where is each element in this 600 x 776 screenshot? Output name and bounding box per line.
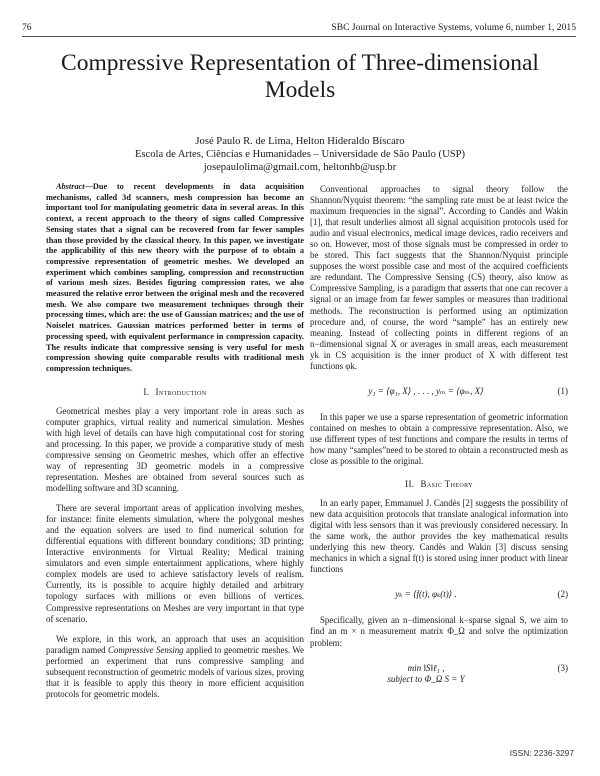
- intro-p3-start: We explore, in this work, an approach that uses an acquisition paradigm named: [46, 633, 304, 655]
- section-number: II.: [405, 479, 415, 490]
- basic-paragraph-2: Specifically, given an n−dimensional k−sparse signal S, we aim to find an m × n measurement matrix Φ_Ω and solve the optimization problem:: [310, 615, 568, 648]
- equation-3-line-1: min ‖S‖ℓ₁ ,: [407, 662, 445, 673]
- journal-name: SBC Journal on Interactive Systems, volume 6, number 1, 2015: [331, 22, 576, 33]
- intro-p3-emphasis: Compressive Sensing: [108, 644, 184, 655]
- equation-1-number: (1): [557, 385, 568, 396]
- equation-2-body: yₖ = ⟨f(t), φₖ(t)⟩ .: [395, 589, 457, 600]
- right-column: [310, 184, 568, 701]
- section-title: Basic Theory: [420, 479, 473, 490]
- equation-3-line-2: subject to Φ_Ω S = Y: [387, 673, 465, 684]
- author-block: [40, 135, 560, 174]
- author-affiliation: Escola de Artes, Ciências e Humanidades – Universidade de São Paulo (USP): [134, 149, 466, 160]
- paper-title: [40, 50, 560, 104]
- abstract-dash: —: [84, 182, 93, 191]
- basic-paragraph-1: In an early paper, Emmanuel J. Candès [2] suggests the possibility of new data acquisition protocols that translate analogical information into digital with less sensors than it was previously considered necessary. In the same work, the author provides the key mathematical results underlying this new theory. Candès and Wakin [3] discuss sensing mechanics in which a signal f(t) is stored using inner product with linear functions: [310, 498, 568, 575]
- abstract: [46, 182, 304, 375]
- section-title: Introduction: [155, 386, 207, 397]
- title-line-2: Models: [264, 77, 336, 103]
- equation-3-number: (3): [557, 662, 568, 673]
- intro-paragraph-1: Geometrical meshes play a very important role in areas such as computer graphics, virtual reality and numerical simulation. Meshes with high level of details can have high computational cost for storing and processing. In this paper, we provide a comparative study of mesh compressive sensing on Geometric meshes, which offer an effective way of representing 3D geometric models in a compressive representation. Meshes are obtained from several sources such as modelling software and 3D scanning.: [46, 405, 304, 494]
- section-heading-introduction: [46, 387, 304, 398]
- title-line-1: Compressive Representation of Three-dimensional: [61, 50, 539, 76]
- equation-2-number: (2): [557, 589, 568, 600]
- section-heading-basic-theory: [310, 479, 568, 490]
- left-column: [46, 182, 304, 700]
- page-number: 76: [22, 22, 32, 33]
- equation-1-body: y₁ = ⟨φ₁, X⟩ , . . . , yₘ = ⟨φₘ, X⟩: [368, 385, 484, 396]
- abstract-text: Due to recent developments in data acquisition mechanisms, called 3d scanners, mesh compression has become an important tool for manipulating geometric data in several areas. In this context, a recent approach to the theory of signs called Compressive Sensing states that a signal can be recovered from far fewer samples than those provided by the classical theory. In this paper, we investigate the applicability of this new theory with the purpose of to obtain a compressive representation of geometric meshes. We developed an experiment which combines sampling, compression and reconstruction of various mesh sizes. Besides figuring compression rates, we also measured the relative error between the original mesh and the recovered mesh. We also compare two measurement techniques through their processing times, which are: the use of Gaussian matrices; and the use of Noiselet matrices. Gaussian matrices performed better in terms of processing speed, with equivalent performance in compression capacity. The results indicate that compressive sensing is very useful for mesh compression showing quite comparable results with traditional mesh compression techniques.: [46, 182, 304, 373]
- running-header: [22, 22, 576, 37]
- right-paragraph-2: In this paper we use a sparse representation of geometric information contained on meshes to obtain a compressive representation. Also, we use different types of test functions and compare the results in terms of how many “samples”need to be stored to obtain a reconstructed mesh as close as possible to the original.: [310, 411, 568, 466]
- intro-paragraph-3: [46, 634, 304, 700]
- issn-footer: ISSN: 2236-3297: [509, 748, 574, 758]
- abstract-lead: Abstract: [56, 182, 85, 191]
- equation-2: [310, 585, 568, 607]
- right-paragraph-1: Conventional approaches to signal theory follow the Shannon/Nyquist theorem: “the sampling rate must be at least twice the maximum frequencies in the signal”. According to Candès and Wakin [1], that result underlies almost all signal acquisition protocols used for audio and visual electronics, medical image devices, radio receivers and so on. However, most of those signals must be compressed in order to be stored. This fact suggests that the Shannon/Nyquist principle supposes the worst possible case and most of the acquired coefficients are redundant. The Compressive Sensing (CS) theory, also know as Compressive Sampling, is a paradigm that asserts that one can recover a signal or an image from far fewer samples or measures than traditional methods. The reconstruction is performed using an optimization procedure and, of course, the word “sample” has an entirely new meaning. Instead of collecting points in different regions of an n−dimensional signal X or averages in small areas, each measurement yk in CS acquisition is the inner product of X with different test functions φk.: [310, 184, 568, 371]
- author-emails: josepaulolima@gmail.com, heltonhb@usp.br: [203, 162, 397, 173]
- equation-3-body: [310, 663, 542, 685]
- intro-p3-end: applied to geometric meshes. We performed an experiment that runs compressive sampling and subsequent reconstruction of geometric models of various sizes, proving that it is feasible to apply this theory in more efficient acquisition protocols for geometric models.: [46, 644, 304, 699]
- author-names: José Paulo R. de Lima, Helton Hideraldo Bíscaro: [195, 136, 405, 147]
- section-number: I.: [143, 386, 150, 397]
- equation-3: [310, 659, 568, 693]
- equation-1: [310, 382, 568, 404]
- intro-paragraph-2: There are several important areas of application involving meshes, for instance: finite elements simulation, where the polygonal meshes and the equation solvers are used to find numerical solution for differential equations with different boundary conditions; 3D printing; Interactive environments for Virtual Reality; Medical training simulators and even simple entertainment applications, where highly complex models are used to achieve satisfactory levels of realism. Currently, its is possible to acquire highly detailed and arbitrary topology surfaces with millions or even billions of vertices. Compressive representations on Meshes are very important in that type of scenario.: [46, 503, 304, 624]
